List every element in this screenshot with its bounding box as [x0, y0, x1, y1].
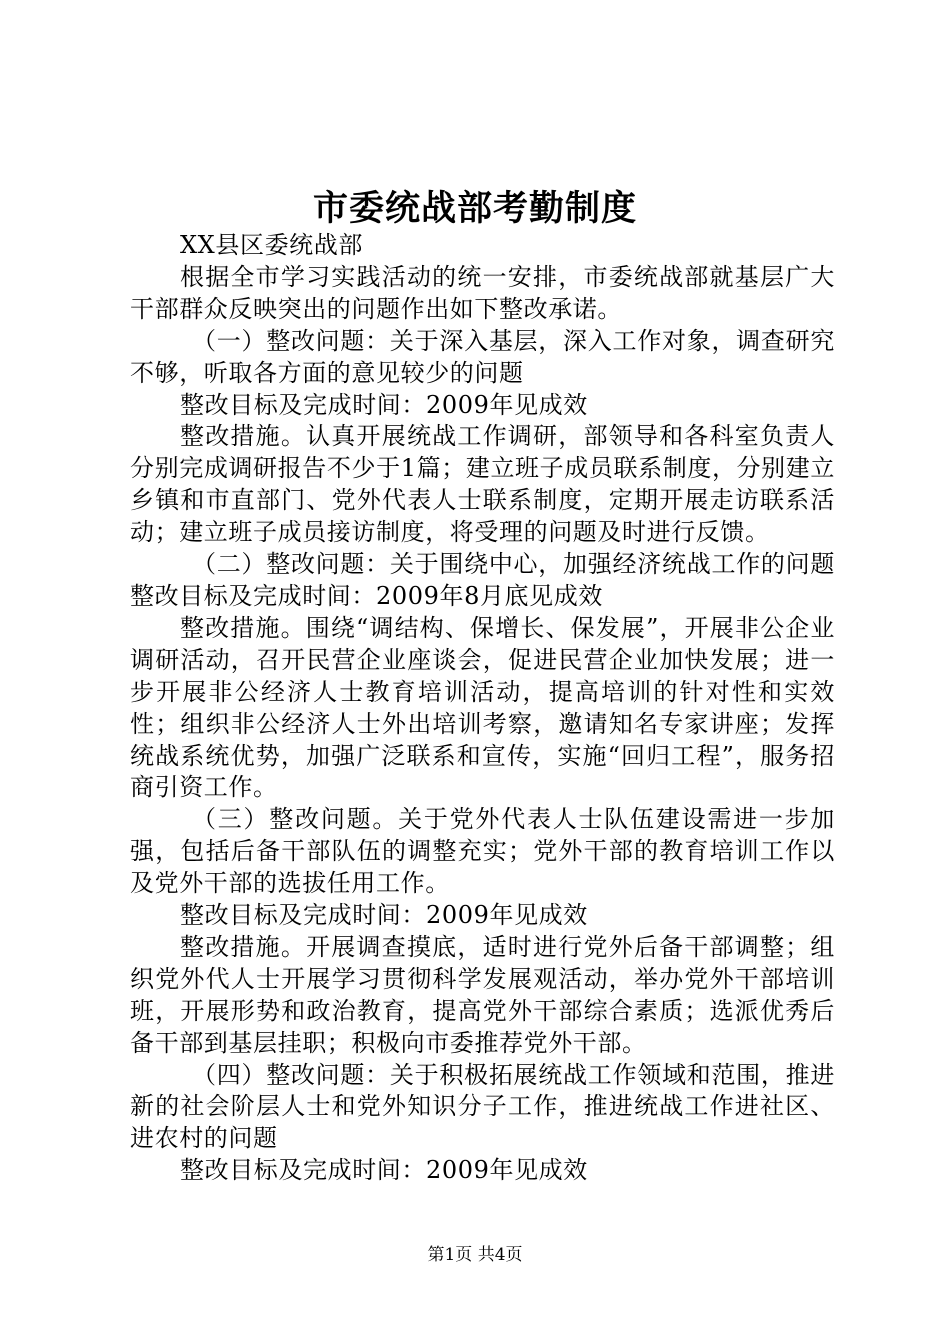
- paragraph-measures-2: 整改措施。围绕“调结构、保增长、保发展”，开展非公企业调研活动，召开民营企业座谈会，促进民营企业加快发展；进一步开展非公经济人士教育培训活动，提高培训的针对性和实效性；组织非公经济人士外出培训考察，邀请知名专家讲座；发挥统战系统优势，加强广泛联系和宣传，实施“回归工程”，服务招商引资工作。: [130, 613, 835, 802]
- paragraph-target-3: 整改目标及完成时间：2009年见成效: [180, 901, 588, 930]
- paragraph-intro: 根据全市学习实践活动的统一安排，市委统战部就基层广大干部群众反映突出的问题作出如下整改承诺。: [130, 262, 835, 323]
- paragraph-issue-1: （一）整改问题：关于深入基层，深入工作对象，调查研究不够，听取各方面的意见较少的问题: [130, 326, 835, 387]
- paragraph-measures-3: 整改措施。开展调查摸底，适时进行党外后备干部调整；组织党外代人士开展学习贯彻科学发展观活动，举办党外干部培训班，开展形势和政治教育，提高党外干部综合素质；选派优秀后备干部到基层挂职；积极向市委推荐党外干部。: [130, 932, 835, 1057]
- paragraph-measures-1: 整改措施。认真开展统战工作调研，部领导和各科室负责人分别完成调研报告不少于1篇；建立班子成员联系制度，分别建立乡镇和市直部门、党外代表人士联系制度，定期开展走访联系活动；建立班子成员接访制度，将受理的问题及时进行反馈。: [130, 422, 835, 547]
- document-title: 市委统战部考勤制度: [312, 188, 637, 229]
- page-number-footer: 第1页 共4页: [427, 1245, 523, 1265]
- paragraph-target-4: 整改目标及完成时间：2009年见成效: [180, 1156, 588, 1185]
- paragraph-issue-4: （四）整改问题：关于积极拓展统战工作领域和范围，推进新的社会阶层人士和党外知识分子工作，推进统战工作进社区、进农村的问题: [130, 1060, 835, 1153]
- paragraph-issue-2: （二）整改问题：关于围绕中心，加强经济统战工作的问题整改目标及完成时间：2009年8月底见成效: [130, 550, 835, 610]
- document-body: [130, 230, 835, 1187]
- paragraph-target-1: 整改目标及完成时间：2009年见成效: [180, 390, 588, 419]
- paragraph-issue-3: （三）整改问题。关于党外代表人士队伍建设需进一步加强，包括后备干部队伍的调整充实；党外干部的教育培训工作以及党外干部的选拔任用工作。: [130, 805, 835, 898]
- paragraph-department: XX县区委统战部: [180, 231, 363, 259]
